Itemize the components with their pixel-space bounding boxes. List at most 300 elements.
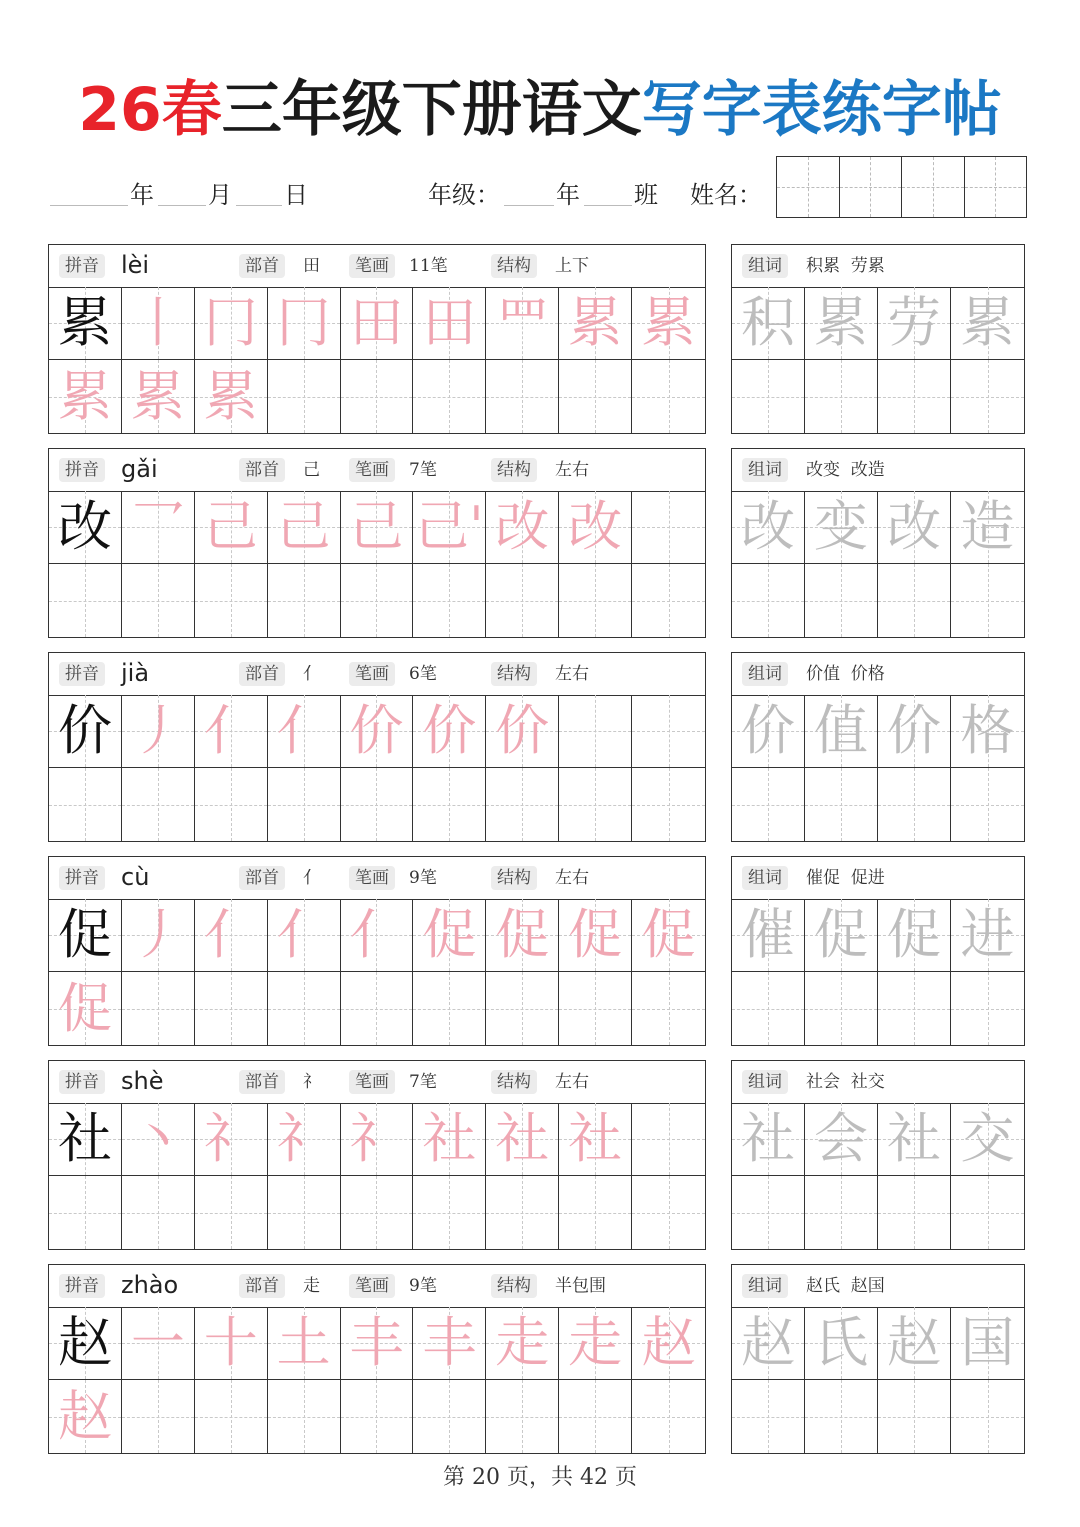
grade-year-label: 年 [556,181,580,209]
radical-value: 亻 [303,868,320,888]
char-glyph: 改 [495,495,550,558]
word-glyph: 改 [887,495,941,558]
word-trace-cell [878,287,951,360]
structure-tag: 结构 [491,458,537,482]
char-glyph: 己 [276,495,331,558]
stroke-step-cell [195,695,268,768]
char-glyph: 社 [495,1107,550,1170]
empty-writing-cell[interactable] [805,972,878,1045]
empty-writing-cell[interactable] [486,360,559,433]
word-trace-cell [878,1103,951,1176]
model-char-cell [49,695,122,768]
pinyin-tag: 拼音 [59,866,105,890]
stroke-step-cell [632,287,705,360]
char-glyph: 一 [130,1311,185,1374]
stroke-step-cell [49,360,122,433]
empty-writing-cell[interactable] [632,695,705,768]
stroke-step-cell [413,899,486,972]
char-glyph: 丰 [422,1311,477,1374]
char-glyph: 改 [568,495,623,558]
empty-writing-cell[interactable] [122,768,195,841]
empty-writing-cell[interactable] [878,1380,951,1453]
stroke-step-cell [486,1103,559,1176]
pinyin-value: zhào [121,1271,179,1299]
pinyin-value: shè [121,1067,164,1095]
char-glyph: 礻 [276,1107,331,1170]
char-practice-panel [48,856,706,1046]
title-part-black: 三年级下册语文 [221,75,642,145]
word-trace-cell [878,695,951,768]
empty-writing-cell[interactable] [413,972,486,1045]
words-header [732,1265,1024,1308]
empty-writing-cell[interactable] [559,972,632,1045]
grade-label: 年级： [428,181,500,209]
stroke-step-cell [122,899,195,972]
empty-writing-cell[interactable] [268,1380,341,1453]
pinyin-tag: 拼音 [59,1274,105,1298]
char-glyph: 累 [641,291,696,354]
word-glyph: 社 [887,1107,941,1170]
title-part-red: 26春 [78,75,222,145]
stroke-step-cell [195,1307,268,1380]
words-tag: 组词 [742,1070,788,1094]
empty-writing-cell[interactable] [486,1176,559,1249]
empty-writing-cell[interactable] [805,564,878,637]
empty-writing-cell[interactable] [268,564,341,637]
stroke-step-cell [195,360,268,433]
empty-writing-cell[interactable] [732,564,805,637]
char-glyph: 累 [203,364,258,428]
empty-writing-cell[interactable] [805,360,878,433]
word-trace-cell [951,491,1024,564]
word-glyph: 进 [960,903,1015,966]
char-glyph: 十 [203,1311,258,1374]
char-glyph: 丿 [130,903,185,966]
word-grid [732,287,1024,433]
word-grid [732,695,1024,841]
empty-writing-cell[interactable] [195,1380,268,1453]
empty-writing-cell[interactable] [413,564,486,637]
word-trace-cell [951,899,1024,972]
strokes-value: 6笔 [409,664,437,684]
stroke-step-cell [559,899,632,972]
char-glyph: 丿 [130,699,185,762]
char-glyph: 亻 [349,903,404,966]
empty-writing-cell[interactable] [268,768,341,841]
structure-value: 左右 [555,868,589,888]
empty-writing-cell[interactable] [122,972,195,1045]
stroke-step-cell [413,287,486,360]
word-trace-cell [805,287,878,360]
char-glyph: 社 [568,1107,623,1170]
words-tag: 组词 [742,254,788,278]
pinyin-tag: 拼音 [59,254,105,278]
structure-value: 上下 [555,256,589,276]
word-trace-cell [805,695,878,768]
structure-tag: 结构 [491,1274,537,1298]
empty-writing-cell[interactable] [632,1103,705,1176]
empty-writing-cell[interactable] [878,1176,951,1249]
char-glyph: 田 [422,291,477,354]
word-practice-panel [731,448,1025,638]
word-glyph: 氏 [814,1311,868,1374]
day-label: 日 [284,181,308,209]
words-tag: 组词 [742,458,788,482]
word-trace-cell [732,695,805,768]
words-value: 社会 社交 [806,1072,885,1092]
words-value: 价值 价格 [806,664,885,684]
radical-tag: 部首 [239,254,285,278]
strokes-value: 9笔 [409,1276,437,1296]
empty-writing-cell[interactable] [49,564,122,637]
structure-value: 左右 [555,1072,589,1092]
empty-writing-cell[interactable] [341,768,414,841]
stroke-step-cell [341,695,414,768]
char-info-header [49,1265,705,1308]
word-grid [732,491,1024,637]
char-glyph: 丨 [130,291,185,354]
title-part-blue: 写字表练字帖 [641,75,1002,145]
word-trace-cell [951,287,1024,360]
stroke-step-cell [341,1307,414,1380]
empty-writing-cell[interactable] [632,491,705,564]
radical-tag: 部首 [239,1274,285,1298]
stroke-step-cell [268,1103,341,1176]
word-glyph: 赵 [887,1311,941,1374]
stroke-step-cell [268,1307,341,1380]
structure-tag: 结构 [491,866,537,890]
char-glyph: 赵 [57,1311,112,1374]
char-glyph: 累 [568,291,623,354]
empty-writing-cell[interactable] [195,564,268,637]
radical-tag: 部首 [239,1070,285,1094]
stroke-step-cell [559,1103,632,1176]
word-trace-cell [878,1307,951,1380]
char-info-header [49,857,705,900]
stroke-step-cell [49,972,122,1045]
month-blank[interactable] [158,205,206,206]
word-glyph: 变 [814,495,868,558]
word-practice-panel [731,1264,1025,1454]
radical-value: 己 [303,460,320,480]
word-trace-cell [805,899,878,972]
word-glyph: 劳 [887,291,941,354]
char-glyph: 赵 [641,1311,696,1374]
radical-tag: 部首 [239,458,285,482]
word-trace-cell [878,899,951,972]
name-boxes[interactable] [776,156,1027,218]
writing-grid [49,695,705,841]
strokes-tag: 笔画 [349,254,395,278]
stroke-step-cell [195,287,268,360]
char-glyph: 礻 [349,1107,404,1170]
page-footer: 第 20 页，共 42 页 [443,1465,637,1490]
char-practice-panel [48,448,706,638]
stroke-step-cell [268,491,341,564]
word-trace-cell [732,899,805,972]
empty-writing-cell[interactable] [268,360,341,433]
pinyin-value: gǎi [121,455,158,483]
strokes-tag: 笔画 [349,1274,395,1298]
model-char-cell [49,899,122,972]
char-glyph: 价 [349,699,404,762]
word-trace-cell [951,1103,1024,1176]
empty-writing-cell[interactable] [122,1176,195,1249]
word-trace-cell [732,1307,805,1380]
empty-writing-cell[interactable] [195,1176,268,1249]
empty-writing-cell[interactable] [341,972,414,1045]
empty-writing-cell[interactable] [195,972,268,1045]
char-glyph: 亻 [276,699,331,762]
word-glyph: 造 [960,495,1015,558]
model-char-cell [49,491,122,564]
pinyin-value: jià [121,659,150,687]
empty-writing-cell[interactable] [341,564,414,637]
empty-writing-cell[interactable] [632,768,705,841]
strokes-value: 7笔 [409,460,437,480]
empty-writing-cell[interactable] [268,972,341,1045]
writing-grid [49,899,705,1045]
char-glyph: 价 [495,699,550,762]
word-trace-cell [805,1307,878,1380]
stroke-step-cell [486,1307,559,1380]
stroke-step-cell [413,695,486,768]
words-tag: 组词 [742,1274,788,1298]
stroke-step-cell [49,1380,122,1453]
words-header [732,653,1024,696]
stroke-step-cell [486,899,559,972]
word-practice-panel [731,244,1025,434]
empty-writing-cell[interactable] [122,1380,195,1453]
empty-writing-cell[interactable] [486,1380,559,1453]
page-title [0,72,1080,148]
word-trace-cell [732,287,805,360]
stroke-step-cell [341,1103,414,1176]
empty-writing-cell[interactable] [268,1176,341,1249]
empty-writing-cell[interactable] [732,1176,805,1249]
pinyin-value: cù [121,863,150,891]
char-glyph: 促 [422,903,477,966]
grade-blank[interactable] [504,205,554,206]
empty-writing-cell[interactable] [486,564,559,637]
empty-writing-cell[interactable] [413,360,486,433]
char-glyph: 亻 [276,903,331,966]
char-glyph: 累 [130,364,185,428]
stroke-step-cell [413,1103,486,1176]
month-label: 月 [208,181,232,209]
writing-grid [49,491,705,637]
word-glyph: 格 [960,699,1015,762]
stroke-step-cell [341,287,414,360]
word-glyph: 累 [814,291,868,354]
word-glyph: 积 [741,291,795,354]
empty-writing-cell[interactable] [559,1380,632,1453]
empty-writing-cell[interactable] [632,360,705,433]
char-glyph: 促 [495,903,550,966]
stroke-step-cell [268,287,341,360]
day-blank[interactable] [236,205,282,206]
empty-writing-cell[interactable] [632,1380,705,1453]
word-trace-cell [878,491,951,564]
char-info-header [49,653,705,696]
info-line [50,175,780,211]
radical-value: 亻 [303,664,320,684]
radical-value: 礻 [303,1072,320,1092]
char-glyph: 累 [57,291,112,354]
char-practice-panel [48,1264,706,1454]
word-trace-cell [951,695,1024,768]
empty-writing-cell[interactable] [805,768,878,841]
empty-writing-cell[interactable] [559,768,632,841]
words-value: 催促 促进 [806,868,885,888]
class-label: 班 [634,181,658,209]
empty-writing-cell[interactable] [413,768,486,841]
empty-writing-cell[interactable] [951,1380,1024,1453]
empty-writing-cell[interactable] [341,1176,414,1249]
word-trace-cell [805,491,878,564]
empty-writing-cell[interactable] [878,564,951,637]
words-header [732,245,1024,288]
stroke-step-cell [559,1307,632,1380]
char-glyph: 促 [568,903,623,966]
word-glyph: 促 [887,903,941,966]
empty-writing-cell[interactable] [951,564,1024,637]
word-glyph: 促 [814,903,868,966]
char-glyph: 社 [57,1107,112,1170]
words-header [732,1061,1024,1104]
class-blank[interactable] [584,205,632,206]
empty-writing-cell[interactable] [732,360,805,433]
year-label: 年 [130,181,154,209]
char-info-header [49,1061,705,1104]
char-glyph: 走 [568,1311,623,1374]
char-glyph: 土 [276,1311,331,1374]
empty-writing-cell[interactable] [878,768,951,841]
empty-writing-cell[interactable] [559,360,632,433]
strokes-tag: 笔画 [349,662,395,686]
empty-writing-cell[interactable] [805,1176,878,1249]
word-glyph: 会 [814,1107,868,1170]
char-glyph: 丰 [349,1311,404,1374]
word-glyph: 社 [741,1107,795,1170]
char-glyph: 价 [57,699,112,762]
empty-writing-cell[interactable] [951,360,1024,433]
word-practice-panel [731,856,1025,1046]
word-grid [732,1103,1024,1249]
empty-writing-cell[interactable] [341,360,414,433]
empty-writing-cell[interactable] [951,1176,1024,1249]
radical-tag: 部首 [239,662,285,686]
empty-writing-cell[interactable] [805,1380,878,1453]
char-glyph: 价 [422,699,477,762]
empty-writing-cell[interactable] [732,768,805,841]
structure-tag: 结构 [491,254,537,278]
empty-writing-cell[interactable] [486,768,559,841]
empty-writing-cell[interactable] [49,768,122,841]
empty-writing-cell[interactable] [878,360,951,433]
stroke-step-cell [486,287,559,360]
char-glyph: 促 [57,976,112,1040]
stroke-step-cell [122,360,195,433]
words-header [732,449,1024,492]
empty-writing-cell[interactable] [195,768,268,841]
pinyin-tag: 拼音 [59,1070,105,1094]
empty-writing-cell[interactable] [49,1176,122,1249]
empty-writing-cell[interactable] [632,972,705,1045]
words-value: 改变 改造 [806,460,885,480]
empty-writing-cell[interactable] [559,1176,632,1249]
char-glyph: 乛 [130,495,185,558]
word-glyph: 累 [960,291,1015,354]
empty-writing-cell[interactable] [413,1176,486,1249]
word-trace-cell [732,1103,805,1176]
word-glyph: 价 [887,699,941,762]
word-glyph: 催 [741,903,795,966]
char-glyph: 罒 [495,291,550,354]
empty-writing-cell[interactable] [341,1380,414,1453]
stroke-step-cell [559,287,632,360]
structure-tag: 结构 [491,662,537,686]
words-tag: 组词 [742,662,788,686]
empty-writing-cell[interactable] [878,972,951,1045]
stroke-step-cell [413,491,486,564]
empty-writing-cell[interactable] [632,564,705,637]
char-glyph: 赵 [57,1384,112,1448]
empty-writing-cell[interactable] [951,768,1024,841]
writing-grid [49,287,705,433]
char-glyph: 社 [422,1107,477,1170]
char-info-header [49,449,705,492]
empty-writing-cell[interactable] [732,972,805,1045]
year-blank[interactable] [50,205,128,206]
stroke-step-cell [632,899,705,972]
char-glyph: 田 [349,291,404,354]
structure-value: 左右 [555,460,589,480]
empty-writing-cell[interactable] [486,972,559,1045]
char-practice-panel [48,244,706,434]
model-char-cell [49,287,122,360]
strokes-value: 11笔 [409,256,448,276]
stroke-step-cell [486,491,559,564]
stroke-step-cell [268,899,341,972]
empty-writing-cell[interactable] [413,1380,486,1453]
stroke-step-cell [413,1307,486,1380]
radical-tag: 部首 [239,866,285,890]
empty-writing-cell[interactable] [122,564,195,637]
empty-writing-cell[interactable] [632,1176,705,1249]
stroke-step-cell [122,1103,195,1176]
empty-writing-cell[interactable] [559,695,632,768]
char-glyph: 改 [57,495,112,558]
stroke-step-cell [195,491,268,564]
word-grid [732,1307,1024,1453]
char-practice-panel [48,1060,706,1250]
stroke-step-cell [122,491,195,564]
word-practice-panel [731,1060,1025,1250]
word-glyph: 改 [741,495,795,558]
char-glyph: 亻 [203,699,258,762]
stroke-step-cell [341,491,414,564]
empty-writing-cell[interactable] [951,972,1024,1045]
stroke-step-cell [122,1307,195,1380]
word-trace-cell [732,491,805,564]
stroke-step-cell [195,899,268,972]
char-glyph: 己' [414,495,484,558]
word-glyph: 值 [814,699,868,762]
empty-writing-cell[interactable] [732,1380,805,1453]
empty-writing-cell[interactable] [559,564,632,637]
writing-grid [49,1307,705,1453]
